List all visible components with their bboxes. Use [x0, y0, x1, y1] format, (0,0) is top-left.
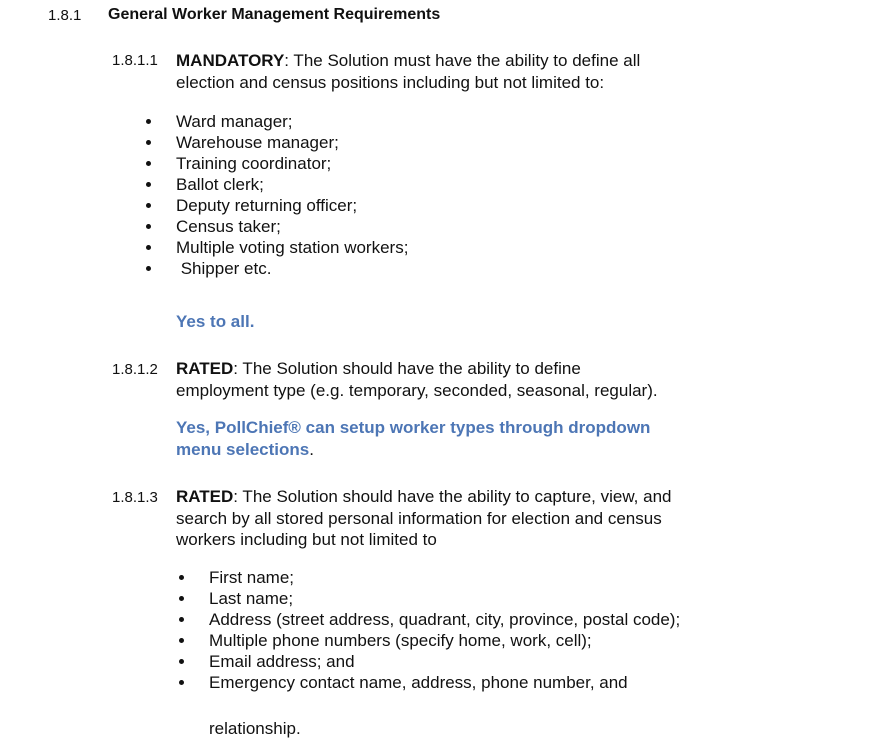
list-item: Last name;: [179, 588, 839, 609]
req3-line2: search by all stored personal information for election and census: [176, 508, 662, 528]
bullet-icon: [146, 224, 151, 229]
req3-line3: workers including but not limited to: [176, 530, 437, 549]
bullet-icon: [146, 140, 151, 145]
req2-answer: [176, 417, 836, 460]
list-item: Ballot clerk;: [146, 174, 746, 195]
bullet-icon: [179, 680, 184, 685]
req1-answer: Yes to all.: [176, 312, 255, 331]
list-item: Deputy returning officer;: [146, 195, 746, 216]
bullet-icon: [146, 182, 151, 187]
section-title: General Worker Management Requirements: [108, 6, 441, 23]
req2-number: 1.8.1.2: [112, 361, 158, 378]
req2-answer-line1: Yes, PollChief® can setup worker types through dropdown: [176, 418, 651, 437]
req3-item-continuation: relationship.: [209, 719, 301, 738]
bullet-icon: [179, 638, 184, 643]
list-item: First name;: [179, 567, 839, 588]
list-item: Ward manager;: [146, 111, 746, 132]
bullet-icon: [179, 596, 184, 601]
bullet-icon: [146, 203, 151, 208]
list-item: Email address; and: [179, 651, 839, 672]
list-item: Emergency contact name, address, phone number, and: [179, 672, 839, 693]
req1-label: MANDATORY: [176, 51, 285, 70]
req2-line2: employment type (e.g. temporary, seconded, seasonal, regular).: [176, 380, 658, 400]
bullet-icon: [146, 161, 151, 166]
bullet-icon: [179, 575, 184, 580]
req3-line1: : The Solution should have the ability to capture, view, and: [233, 487, 672, 506]
section-number: 1.8.1: [48, 7, 82, 24]
bullet-icon: [146, 245, 151, 250]
req2-label: RATED: [176, 359, 234, 378]
req3-list: [179, 567, 839, 693]
bullet-icon: [146, 119, 151, 124]
req1-list: [146, 111, 746, 279]
list-item: Address (street address, quadrant, city, province, postal code);: [179, 609, 839, 630]
req1-text: [176, 50, 826, 93]
req1-number: 1.8.1.1: [112, 52, 158, 69]
req2-answer-tail: .: [309, 439, 314, 459]
list-item: Census taker;: [146, 216, 746, 237]
bullet-icon: [179, 617, 184, 622]
req2-line1: : The Solution should have the ability to define: [233, 359, 581, 378]
list-item: Shipper etc.: [146, 258, 746, 279]
list-item: Multiple voting station workers;: [146, 237, 746, 258]
list-item: Multiple phone numbers (specify home, work, cell);: [179, 630, 839, 651]
req2-answer-line2: menu selections: [176, 439, 310, 459]
list-item: Training coordinator;: [146, 153, 746, 174]
req1-line2: election and census positions including but not limited to:: [176, 72, 605, 92]
req2-text: [176, 358, 836, 401]
list-item: Warehouse manager;: [146, 132, 746, 153]
req1-line1: : The Solution must have the ability to define all: [284, 51, 641, 70]
req3-number: 1.8.1.3: [112, 489, 158, 506]
bullet-icon: [179, 659, 184, 664]
req3-text: [176, 486, 846, 551]
bullet-icon: [146, 266, 151, 271]
req3-label: RATED: [176, 487, 234, 506]
